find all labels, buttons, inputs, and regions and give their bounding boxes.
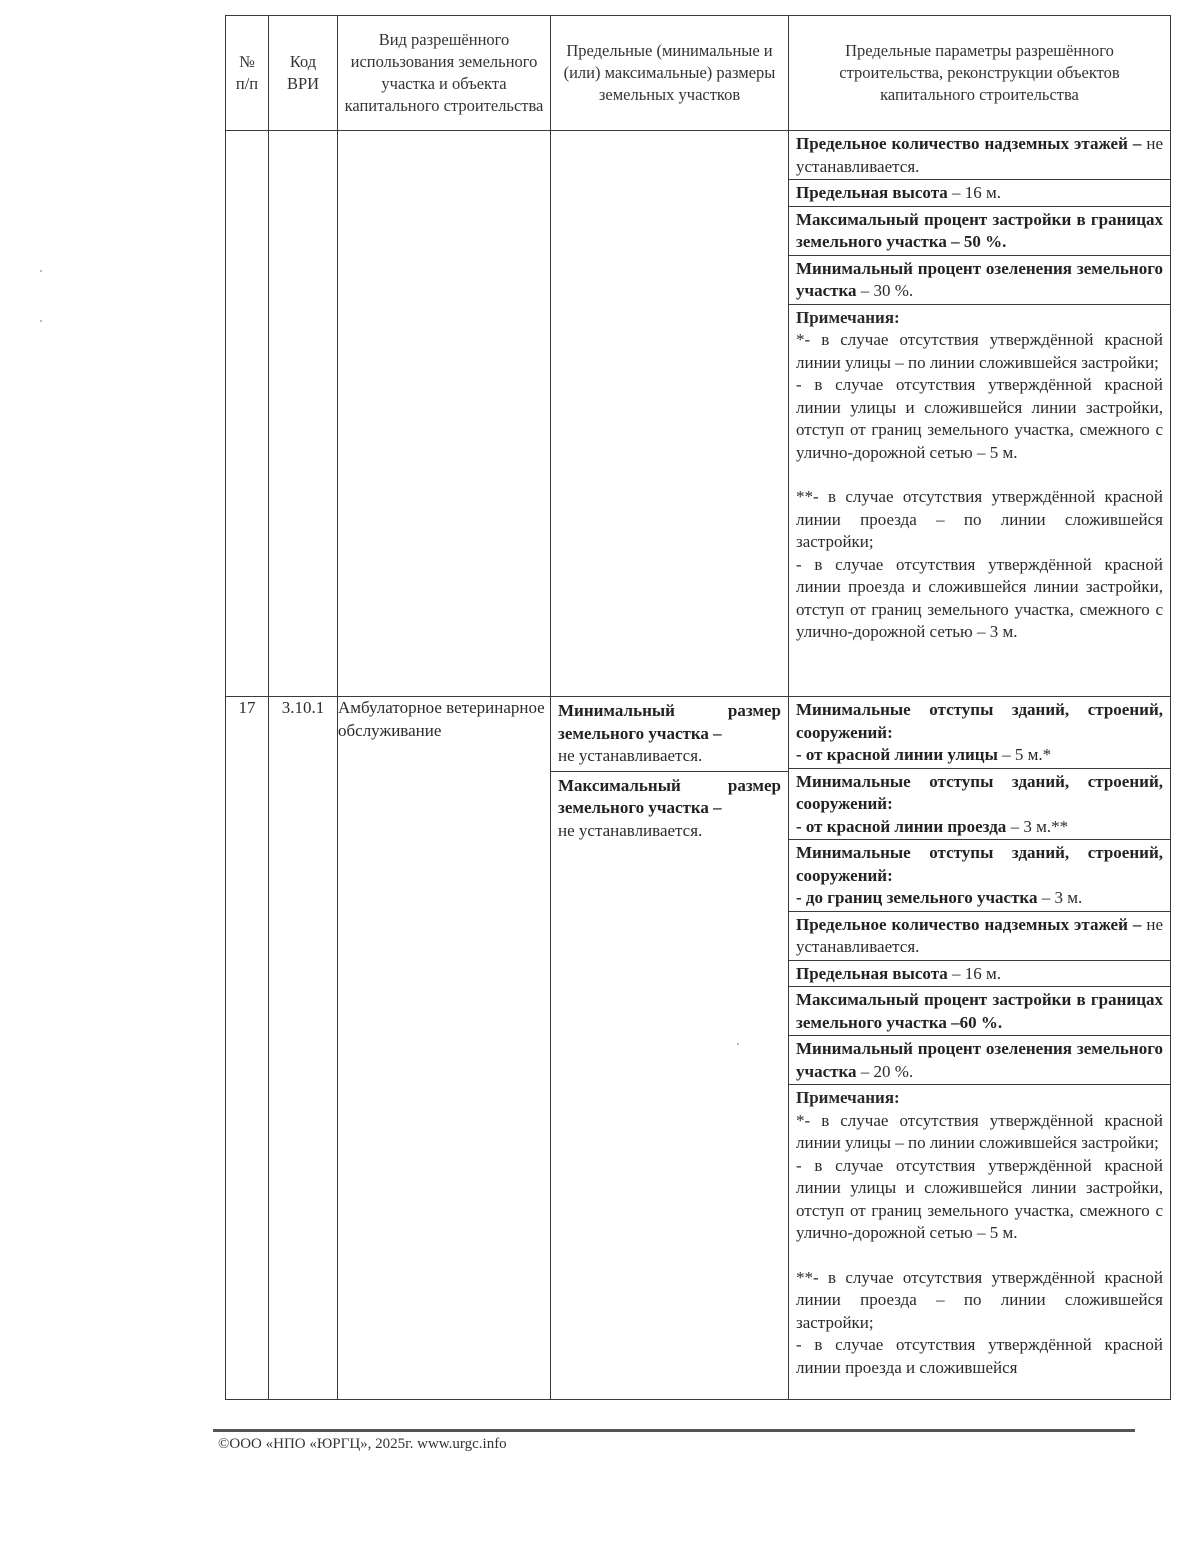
header-row	[226, 16, 1171, 131]
note-line: - в случае отсутствия утверждённой красной линии проезда и сложившейся	[796, 1335, 1163, 1377]
header-code: Код ВРИ	[269, 16, 338, 131]
size-min: Минимальный размер земельного участка – не устанавливается.	[551, 697, 788, 772]
note-line: - в случае отсутствия утверждённой красной линии улицы и сложившейся линии застройки, отступ от границ земельного участка, смежного с улично-дорожной сетью – 5 м.	[796, 375, 1163, 462]
param-floors: Предельное количество надземных этажей – не устанавливается.	[789, 131, 1170, 180]
table-row-continuation	[226, 131, 1171, 697]
note-line: *- в случае отсутствия утверждённой красной линии улицы – по линии сложившейся застройки;	[796, 330, 1163, 372]
size-max: Максимальный размер земельного участка – не устанавливается.	[558, 775, 781, 840]
param-floors: Предельное количество надземных этажей – не устанавливается.	[789, 912, 1170, 961]
param-height: Предельная высота – 16 м.	[789, 180, 1170, 207]
param-min-greening: Минимальный процент озеленения земельного участка – 20 %.	[789, 1036, 1170, 1085]
header-use: Вид разрешённого использования земельного участка и объекта капитального строительства	[338, 16, 551, 131]
cont-params-cell	[789, 131, 1171, 697]
table-row-17	[226, 697, 1171, 1400]
cont-code-cell	[269, 131, 338, 697]
note-line: *- в случае отсутствия утверждённой красной линии улицы – по линии сложившейся застройки;	[796, 1110, 1163, 1152]
footer-copyright: ©ООО «НПО «ЮРГЦ», 2025г. www.urgc.info	[218, 1436, 507, 1452]
param-height: Предельная высота – 16 м.	[789, 961, 1170, 988]
note-line: **- в случае отсутствия утверждённой красной линии проезда – по линии сложившейся застройки;	[796, 1267, 1163, 1332]
note-gap	[796, 1245, 1163, 1267]
param-setback-passage: Минимальные отступы зданий, строений, сооружений: - от красной линии проезда – 3 м.**	[789, 769, 1170, 841]
notes-title: Примечания:	[796, 1088, 900, 1107]
scan-speck	[40, 320, 42, 322]
param-min-greening: Минимальный процент озеленения земельного участка – 30 %.	[789, 256, 1170, 305]
row17-code: 3.10.1	[269, 697, 338, 1400]
header-sizes: Предельные (минимальные и (или) максимальные) размеры земельных участков	[551, 16, 789, 131]
header-params: Предельные параметры разрешённого строительства, реконструкции объектов капитального строительства	[789, 16, 1171, 131]
note-line: **- в случае отсутствия утверждённой красной линии проезда – по линии сложившейся застройки;	[796, 487, 1163, 551]
cont-use-cell	[338, 131, 551, 697]
row17-use: Амбулаторное ветеринарное обслуживание	[338, 697, 551, 1400]
scan-speck	[40, 270, 42, 272]
header-num: № п/п	[226, 16, 269, 131]
note-line: - в случае отсутствия утверждённой красной линии улицы и сложившейся линии застройки, отступ от границ земельного участка, смежного с улично-дорожной сетью – 5 м.	[796, 1155, 1163, 1242]
row17-params-cell	[789, 697, 1171, 1400]
param-setback-street: Минимальные отступы зданий, строений, сооружений: - от красной линии улицы – 5 м.*	[789, 697, 1170, 769]
notes-block	[789, 1085, 1170, 1380]
row17-num: 17	[226, 697, 269, 1400]
note-line: - в случае отсутствия утверждённой красной линии проезда и сложившейся линии застройки, отступ от границ земельного участка, смежного с улично-дорожной сетью – 3 м.	[796, 554, 1163, 641]
footer-divider	[213, 1429, 1135, 1432]
cont-num-cell	[226, 131, 269, 697]
note-gap	[796, 464, 1163, 486]
param-max-coverage: Максимальный процент застройки в границах земельного участка –60 %.	[789, 987, 1170, 1036]
scan-speck	[737, 1043, 739, 1045]
notes-block	[789, 305, 1170, 645]
notes-title: Примечания:	[796, 307, 900, 327]
row17-sizes-cell	[551, 697, 789, 1400]
param-max-coverage: Максимальный процент застройки в границах земельного участка – 50 %.	[789, 207, 1170, 256]
param-setback-boundary: Минимальные отступы зданий, строений, сооружений: - до границ земельного участка – 3 м.	[789, 840, 1170, 912]
land-use-table	[225, 15, 1171, 1400]
cont-sizes-cell	[551, 131, 789, 697]
